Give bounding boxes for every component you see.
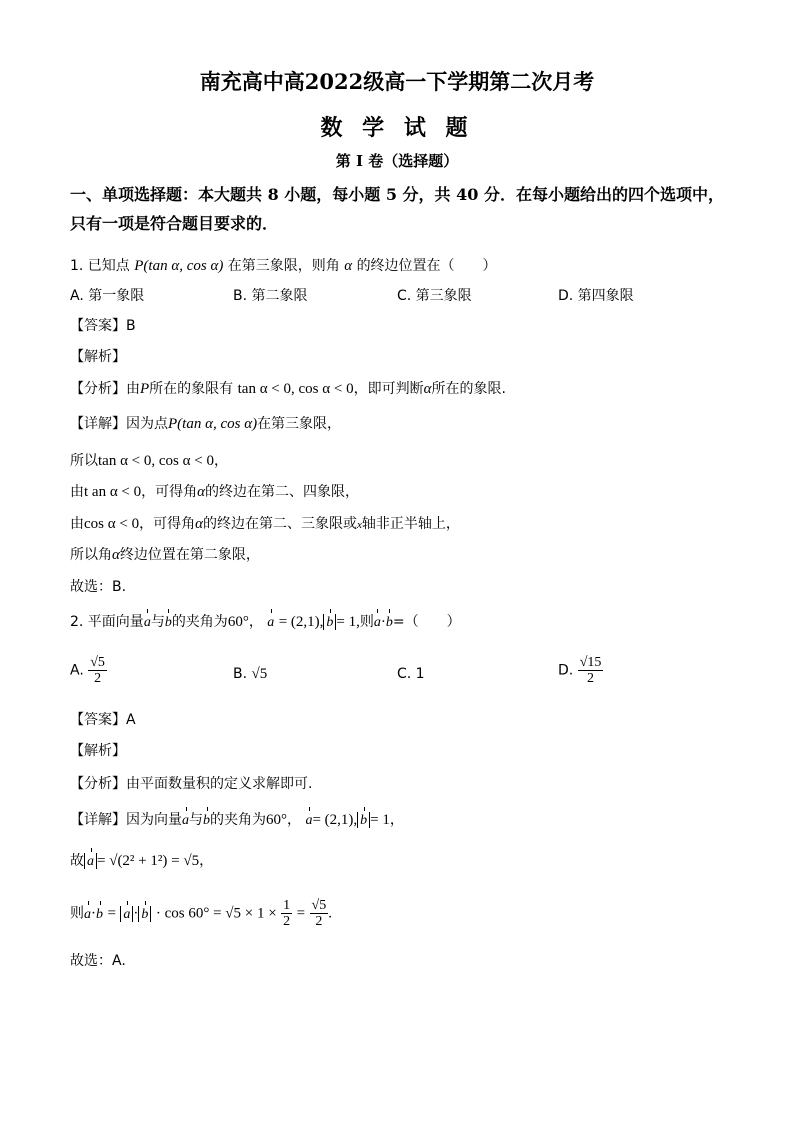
q2-option-c: C. 1	[397, 666, 425, 682]
q1-point: P(tan α, cos α)	[134, 258, 224, 274]
q1-analysis-label: 【解析】	[70, 349, 126, 365]
q1-step-2: 由t an α < 0，可得角α的终边在第二、四象限，	[70, 484, 360, 500]
q2-answer: 【答案】A	[70, 712, 136, 728]
q1-option-a: A. 第一象限	[70, 288, 145, 304]
section-heading: 一、单项选择题：本大题共 8 小题，每小题 5 分，共 40 分．在每小题给出的四个选项中，只有一项是符合题目要求的．	[70, 185, 724, 233]
q2-vector-a: a	[267, 613, 274, 633]
q1-option-d: D. 第四象限	[558, 288, 634, 304]
q1-step-4: 所以角α终边位置在第二象限，	[70, 547, 260, 563]
q2-option-a: A. $\frac{√5}{2}$	[70, 655, 105, 686]
q2-conclusion: 故选：A.	[70, 953, 126, 969]
q2-option-b: B. √5	[233, 666, 268, 682]
q1-step-1: 所以tan α < 0, cos α < 0，	[70, 453, 228, 469]
q1-detail: 【详解】因为点P(tan α, cos α)在第三象限，	[70, 416, 342, 432]
q2-step-2: 则a·b = a · b · cos 60° = √5 × 1 × $\frac{1}{2}$ = $\frac{√5}{2}$ .	[70, 898, 332, 929]
q2-detail: 【详解】因为向量a与b的夹角为60°， a= (2,1), b = 1，	[70, 810, 404, 831]
q1-option-b: B. 第二象限	[233, 288, 308, 304]
q2-option-d: D. $\frac{√15}{2}$	[558, 655, 602, 686]
volume-title: 第 I 卷（选择题）	[335, 152, 459, 170]
q1-fenxi: 【分析】由P所在的象限有 tan α < 0, cos α < 0，即可判断α所在的象限.	[70, 381, 506, 397]
q2-step-1: 故 a = √(2² + 1²) = √5，	[70, 851, 213, 872]
q1-stem: 1. 已知点 P(tan α, cos α) 在第三象限，则角 α 的终边位置在（ ）	[70, 258, 497, 274]
subject-title: 数 学 试 题	[320, 115, 474, 141]
q1-answer: 【答案】B	[70, 318, 136, 334]
q2-stem: 2. 平面向量a与b的夹角为60°， a = (2,1), b = 1,则a·b=（ ）	[70, 612, 461, 633]
q2-analysis-label: 【解析】	[70, 743, 126, 759]
exam-title: 南充高中高2022级高一下学期第二次月考	[199, 69, 595, 94]
q1-option-c: C. 第三象限	[397, 288, 472, 304]
q1-step-3: 由cos α < 0，可得角α的终边在第二、三象限或x轴非正半轴上，	[70, 516, 460, 532]
q2-fenxi: 【分析】由平面数量积的定义求解即可.	[70, 776, 313, 792]
q1-conclusion: 故选：B.	[70, 579, 127, 595]
